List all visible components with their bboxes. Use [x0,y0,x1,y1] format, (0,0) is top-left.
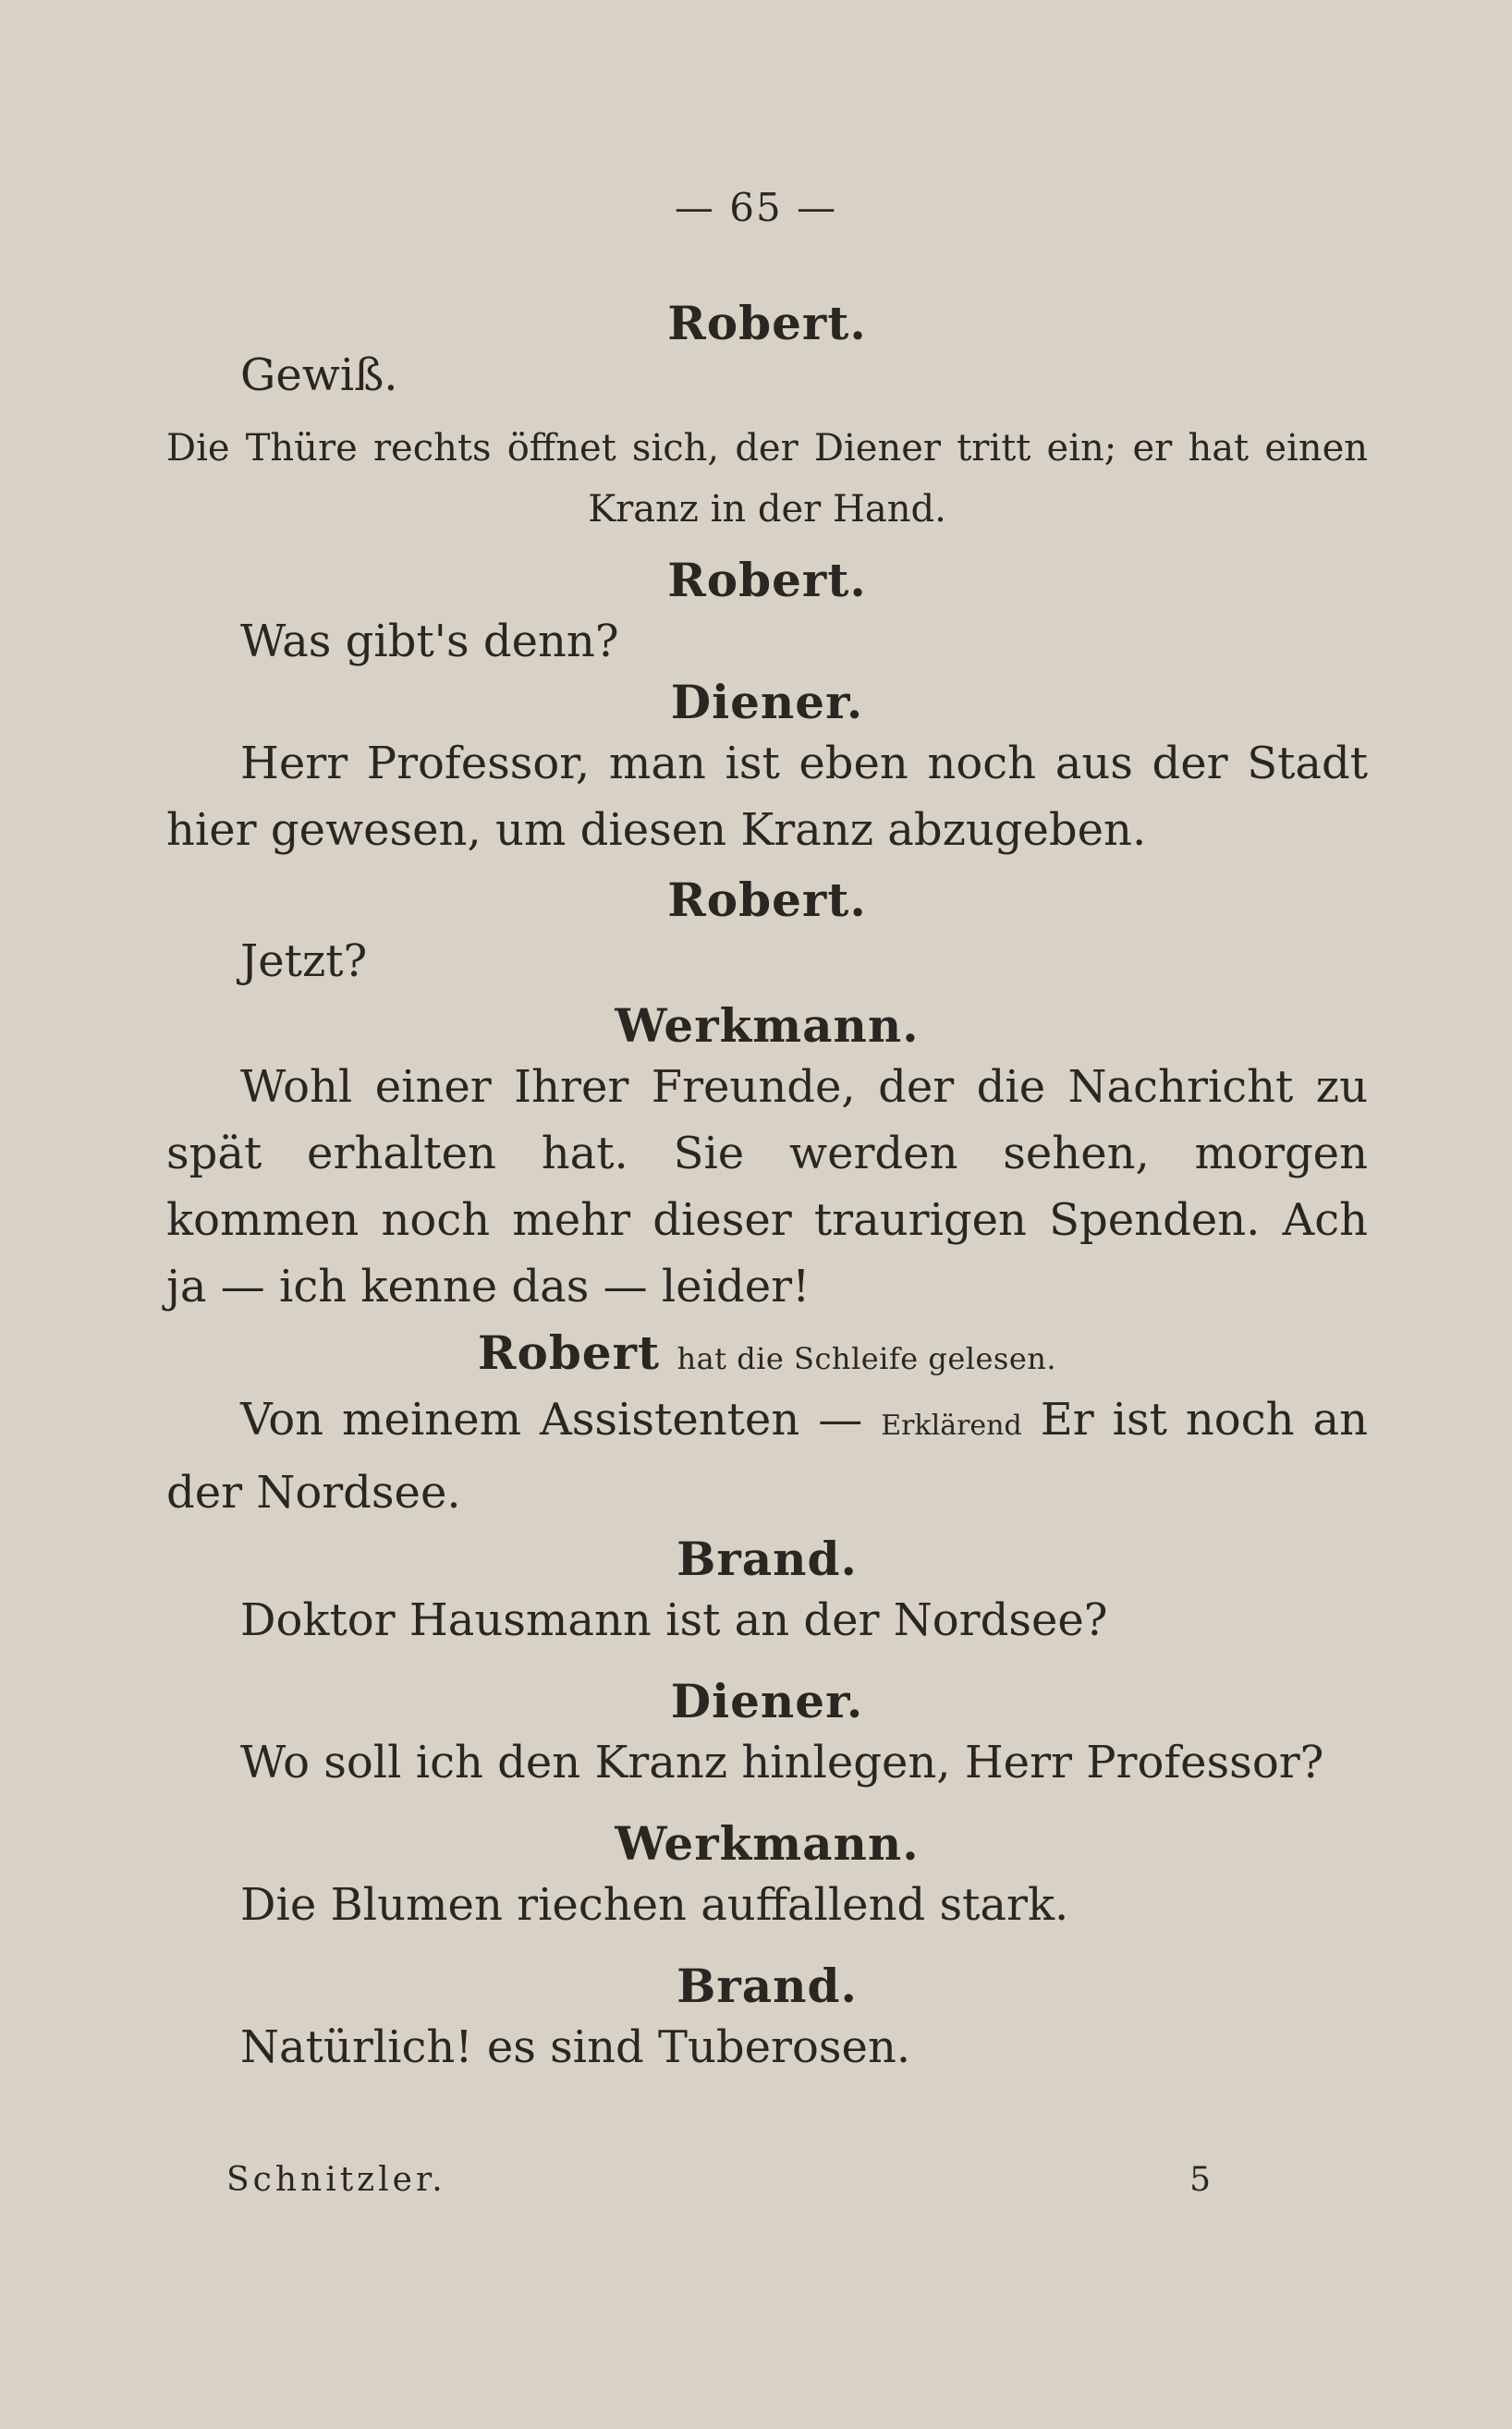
dialogue-text: Er ist noch an der Nordsee. [166,1394,1368,1519]
dialogue-line: Jetzt? [240,935,368,987]
page-number: — 65 — [674,185,838,230]
inline-stage-direction: Erklärend [881,1410,1022,1442]
speaker-name: Brand. [677,1959,858,2013]
dialogue-line: Natürlich! es sind Tuberosen. [240,2021,911,2073]
dialogue-line: Was gibt's denn? [240,616,619,667]
play-text [166,296,1368,2081]
stage-direction-cont: Kranz in der Hand. [588,488,946,531]
dialogue-line: Die Blumen riechen auffallend stark. [240,1879,1069,1931]
speaker-name: Robert [477,1325,661,1380]
speaker-name: Werkmann. [615,998,920,1053]
speaker-name: Diener. [670,675,864,729]
stage-direction: hat die Schleife gelesen. [677,1341,1057,1376]
dialogue-line: Wohl einer Ihrer Freunde, der die Nachricht zu spät erhalten hat. Sie werden sehen, morgen kommen noch mehr dieser traurigen Spenden. Ach ja — ich kenne das — leider! [166,1061,1368,1312]
dialogue-line: Doktor Hausmann ist an der Nordsee? [240,1594,1108,1646]
speaker-name: Robert. [667,873,867,927]
dialogue-line [166,1386,1368,1526]
speaker-with-direction [166,1325,1368,1386]
dialogue-line: Herr Professor, man ist eben noch aus der Stadt hier gewesen, um diesen Kranz abzugeben. [166,738,1368,856]
speaker-name: Robert. [667,553,867,607]
speaker-name: Diener. [670,1674,864,1728]
speaker-name: Robert. [667,296,867,350]
dialogue-text: Von meinem Assistenten — [240,1394,863,1446]
speaker-name: Werkmann. [615,1816,920,1871]
sheet-number: 5 [1189,2161,1211,2199]
dialogue-line: Wo soll ich den Kranz hinlegen, Herr Professor? [240,1737,1324,1788]
stage-direction: Die Thüre rechts öffnet sich, der Diener tritt ein; er hat einen [166,427,1368,470]
printer-signature: Schnitzler. [226,2161,446,2199]
dialogue-line: Gewiß. [240,349,398,401]
speaker-name: Brand. [677,1532,858,1586]
page-footer [226,2161,1211,2199]
